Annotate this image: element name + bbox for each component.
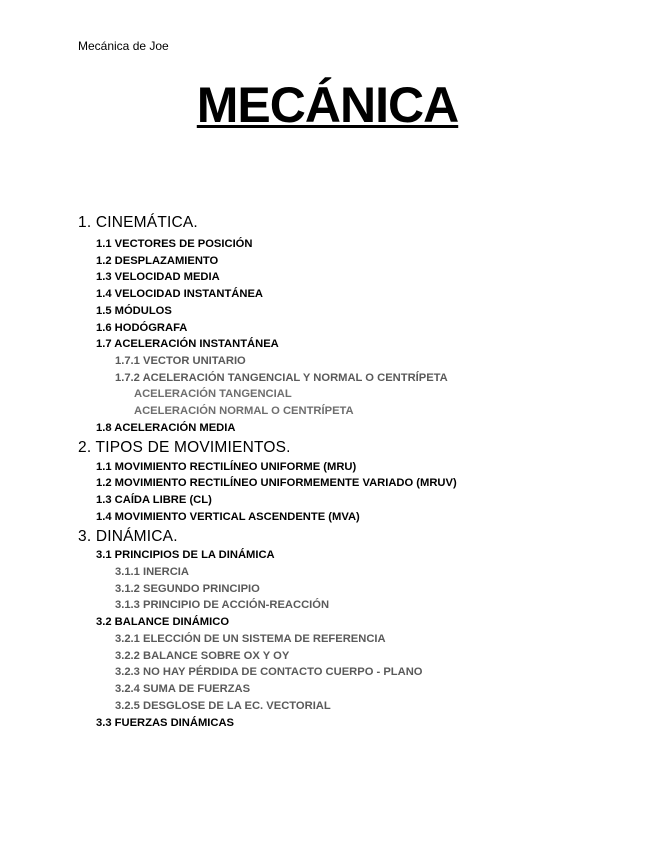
document-header: Mecánica de Joe: [78, 39, 169, 53]
toc-entry-level-2: 1.1 VECTORES DE POSICIÓN: [96, 238, 253, 250]
toc-entry-level-2: 1.6 HODÓGRAFA: [96, 322, 188, 334]
toc-entry-level-2: 1.3 VELOCIDAD MEDIA: [96, 271, 220, 283]
toc-entry-level-1: 3. DINÁMICA.: [78, 528, 178, 545]
toc-entry-level-3: 1.7.1 VECTOR UNITARIO: [115, 355, 246, 367]
toc-entry-level-2: 1.3 CAÍDA LIBRE (CL): [96, 494, 212, 506]
toc-entry-level-3: 3.2.1 ELECCIÓN DE UN SISTEMA DE REFERENCIA: [115, 633, 386, 645]
toc-entry-level-2: 3.1 PRINCIPIOS DE LA DINÁMICA: [96, 549, 275, 561]
toc-entry-level-2: 1.8 ACELERACIÓN MEDIA: [96, 422, 236, 434]
toc-entry-level-3: 3.1.2 SEGUNDO PRINCIPIO: [115, 583, 260, 595]
toc-entry-level-2: 1.4 VELOCIDAD INSTANTÁNEA: [96, 288, 263, 300]
page-title: [0, 76, 655, 134]
toc-entry-level-4: ACELERACIÓN NORMAL O CENTRÍPETA: [134, 405, 354, 417]
toc-entry-level-3: 3.2.4 SUMA DE FUERZAS: [115, 683, 251, 695]
toc-entry-level-2: 1.2 MOVIMIENTO RECTILÍNEO UNIFORMEMENTE VARIADO (MRUV): [96, 477, 457, 489]
toc-entry-level-2: 3.3 FUERZAS DINÁMICAS: [96, 717, 234, 729]
page-title-text: MECÁNICA: [196, 77, 459, 133]
toc-entry-level-2: 1.5 MÓDULOS: [96, 305, 172, 317]
toc-entry-level-3: 3.1.3 PRINCIPIO DE ACCIÓN-REACCIÓN: [115, 599, 330, 611]
toc-entry-level-1: 1. CINEMÁTICA.: [78, 214, 198, 231]
toc-entry-level-3: 3.1.1 INERCIA: [115, 566, 189, 578]
toc-entry-level-1: 2. TIPOS DE MOVIMIENTOS.: [78, 439, 291, 456]
toc-entry-level-2: 1.7 ACELERACIÓN INSTANTÁNEA: [96, 338, 279, 350]
toc-entry-level-2: 3.2 BALANCE DINÁMICO: [96, 616, 230, 628]
toc-entry-level-2: 1.4 MOVIMIENTO VERTICAL ASCENDENTE (MVA): [96, 511, 360, 523]
toc-entry-level-2: 1.2 DESPLAZAMIENTO: [96, 255, 219, 267]
toc-entry-level-3: 3.2.2 BALANCE SOBRE OX Y OY: [115, 650, 290, 662]
toc-entry-level-3: 3.2.5 DESGLOSE DE LA EC. VECTORIAL: [115, 700, 331, 712]
toc-entry-level-3: 1.7.2 ACELERACIÓN TANGENCIAL Y NORMAL O CENTRÍPETA: [115, 372, 448, 384]
toc-entry-level-3: 3.2.3 NO HAY PÉRDIDA DE CONTACTO CUERPO - PLANO: [115, 666, 423, 678]
toc-entry-level-4: ACELERACIÓN TANGENCIAL: [134, 388, 292, 400]
toc-entry-level-2: 1.1 MOVIMIENTO RECTILÍNEO UNIFORME (MRU): [96, 461, 357, 473]
